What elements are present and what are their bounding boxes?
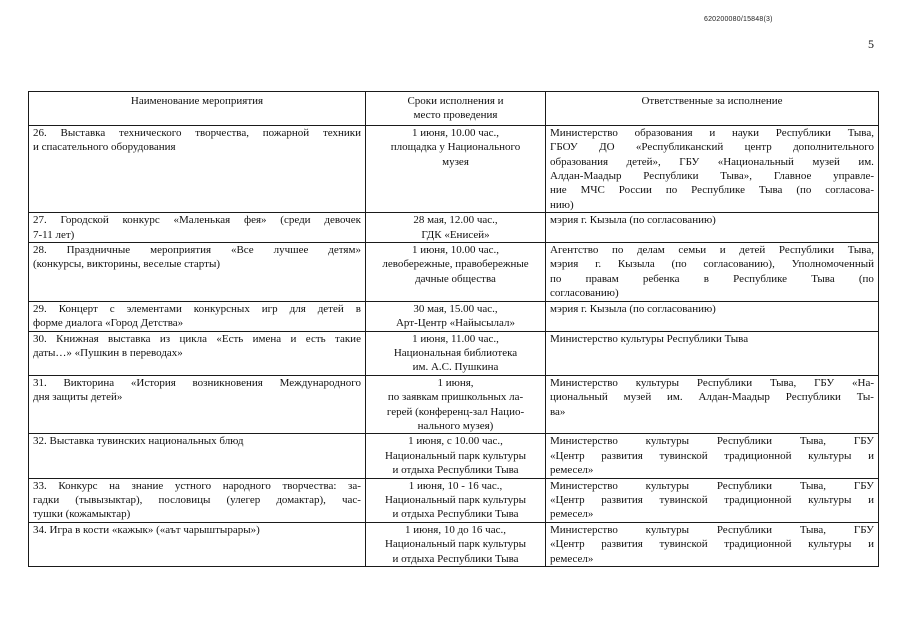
table-row	[29, 301, 879, 331]
text-line: ГБОУ ДО «Республиканский центр дополнительного	[550, 141, 874, 154]
event-name-cell	[29, 375, 366, 434]
text-line: Министерство культуры Республики Тыва, ГБУ	[550, 479, 874, 492]
text-line: 28. Праздничные мероприятия «Все лучшее детям»	[33, 244, 361, 257]
text-line: мэрия г. Кызыла (по согласованию)	[550, 302, 716, 315]
text-line: циональный музей им. Алдан-Маадыр Республики Ты-	[550, 391, 874, 404]
text-line: Национальный парк культуры	[384, 493, 527, 506]
event-name-cell	[29, 213, 366, 243]
event-name-cell	[29, 331, 366, 375]
text-line: 1 июня, с 10.00 час.,	[408, 435, 503, 448]
text-line: «Центр развития тувинской традиционной культуры и	[550, 538, 874, 551]
event-responsible-cell	[546, 213, 879, 243]
text-line: гадки (тывызыктар), пословицы (улегер домактар), час-	[33, 493, 361, 506]
text-line: даты…» «Пушкин в переводах»	[33, 346, 183, 359]
text-line: 1 июня, 10 - 16 час.,	[408, 479, 503, 492]
text-line: 34. Игра в кости «кажык» («аът чарыштырары»)	[33, 523, 260, 536]
table-row	[29, 478, 879, 522]
text-line: и отдыха Республики Тыва	[392, 464, 519, 477]
column-header-responsible	[546, 92, 879, 126]
event-name-cell	[29, 522, 366, 566]
text-line: Наименование мероприятия	[130, 95, 264, 107]
event-time-place-cell	[366, 434, 546, 478]
text-line: музея	[442, 155, 469, 168]
event-name-cell	[29, 243, 366, 302]
event-responsible-cell	[546, 478, 879, 522]
table-row	[29, 125, 879, 212]
text-line: и спасательного оборудования	[33, 141, 176, 154]
text-line: Министерство образования и науки Республики Тыва,	[550, 126, 874, 139]
text-line: мэрия г. Кызыла (по согласованию), Уполномоченный	[550, 258, 874, 271]
events-table	[28, 91, 879, 567]
event-time-place-cell	[366, 213, 546, 243]
table-row	[29, 434, 879, 478]
text-line: дачные общества	[415, 272, 496, 285]
text-line: 27. Городской конкурс «Маленькая фея» (среди девочек	[33, 214, 361, 227]
event-time-place-cell	[366, 478, 546, 522]
text-line: форме диалога «Город Детства»	[33, 317, 184, 330]
text-line: по правам ребенка в Республике Тыва (по	[550, 272, 874, 285]
text-line: 29. Концерт с элементами конкурсных игр для детей в	[33, 302, 361, 315]
column-header-time	[366, 92, 546, 126]
table-header	[29, 92, 879, 126]
text-line: 7-11 лет)	[33, 228, 75, 241]
text-line: мэрия г. Кызыла (по согласованию)	[550, 214, 716, 227]
text-line: нального музея)	[417, 419, 494, 432]
text-line: Национальный парк культуры	[384, 538, 527, 551]
page-number: 5	[868, 37, 874, 51]
text-line: дня защиты детей»	[33, 391, 123, 404]
event-time-place-cell	[366, 125, 546, 212]
text-line: ва»	[550, 405, 566, 418]
table-header-row	[29, 92, 879, 126]
text-line: Арт-Центр «Найысылал»	[395, 317, 515, 330]
text-line: тушки (кожамыктар)	[33, 508, 131, 521]
event-name-cell	[29, 434, 366, 478]
text-line: Министерство культуры Республики Тыва	[550, 332, 749, 345]
text-line: левобережные, правобережные	[382, 258, 529, 271]
column-header-name	[29, 92, 366, 126]
text-line: Национальный парк культуры	[384, 449, 527, 462]
text-line: 26. Выставка технического творчества, пожарной техники	[33, 126, 361, 139]
event-responsible-cell	[546, 375, 879, 434]
text-line: герей (конференц-зал Нацио-	[386, 405, 525, 418]
text-line: Национальная библиотека	[393, 346, 518, 359]
text-line: Ответственные за исполнение	[641, 95, 783, 107]
event-responsible-cell	[546, 331, 879, 375]
text-line: им. А.С. Пушкина	[412, 361, 499, 374]
text-line: 1 июня, 10 до 16 час.,	[405, 523, 506, 536]
document-code: 620200080/15848(3)	[704, 16, 773, 23]
text-line: (конкурсы, викторины, веселые старты)	[33, 258, 221, 271]
event-name-cell	[29, 125, 366, 212]
text-line: Министерство культуры Республики Тыва, ГБУ «На-	[550, 376, 874, 389]
table-row	[29, 375, 879, 434]
text-line: Алдан-Маадыр Республики Тыва», Главное управле-	[550, 170, 874, 183]
text-line: «Центр развития тувинской традиционной культуры и	[550, 449, 874, 462]
event-time-place-cell	[366, 331, 546, 375]
text-line: ГДК «Енисей»	[421, 228, 490, 241]
text-line: 1 июня, 10.00 час.,	[411, 126, 500, 139]
event-time-place-cell	[366, 243, 546, 302]
text-line: 1 июня, 10.00 час.,	[411, 244, 500, 257]
text-line: 1 июня, 11.00 час.,	[412, 332, 499, 345]
text-line: 28 мая, 12.00 час.,	[413, 214, 498, 227]
event-time-place-cell	[366, 301, 546, 331]
text-line: Министерство культуры Республики Тыва, ГБУ	[550, 523, 874, 536]
table-row	[29, 213, 879, 243]
text-line: по заявкам пришкольных ла-	[387, 391, 524, 404]
event-responsible-cell	[546, 301, 879, 331]
text-line: и отдыха Республики Тыва	[392, 552, 519, 565]
event-time-place-cell	[366, 522, 546, 566]
text-line: площадка у Национального	[390, 141, 521, 154]
text-line: 31. Викторина «История возникновения Международного	[33, 376, 361, 389]
table-row	[29, 331, 879, 375]
event-responsible-cell	[546, 434, 879, 478]
text-line: согласованию)	[550, 287, 619, 300]
text-line: 30 мая, 15.00 час.,	[413, 302, 498, 315]
event-responsible-cell	[546, 125, 879, 212]
text-line: ремесел»	[550, 508, 594, 521]
text-line: Министерство культуры Республики Тыва, ГБУ	[550, 435, 874, 448]
table-row	[29, 243, 879, 302]
event-time-place-cell	[366, 375, 546, 434]
table-body	[29, 125, 879, 566]
event-name-cell	[29, 478, 366, 522]
text-line: «Центр развития тувинской традиционной культуры и	[550, 493, 874, 506]
text-line: место проведения	[413, 109, 498, 122]
text-line: 33. Конкурс на знание устного народного творчества: за-	[33, 479, 361, 492]
text-line: ремесел»	[550, 552, 594, 565]
text-line: ремесел»	[550, 464, 594, 477]
text-line: 32. Выставка тувинских национальных блюд	[33, 435, 244, 448]
text-line: 30. Книжная выставка из цикла «Есть имена и есть такие	[33, 332, 361, 345]
text-line: нию)	[550, 198, 574, 211]
text-line: и отдыха Республики Тыва	[392, 508, 519, 521]
text-line: Агентство по делам семьи и детей Республики Тыва,	[550, 244, 874, 257]
event-responsible-cell	[546, 243, 879, 302]
text-line: ние МЧС России по Республике Тыва (по согласова-	[550, 184, 874, 197]
event-name-cell	[29, 301, 366, 331]
table-row	[29, 522, 879, 566]
text-line: образования детей», ГБУ «Национальный музей им.	[550, 155, 874, 168]
event-responsible-cell	[546, 522, 879, 566]
text-line: Сроки исполнения и	[407, 95, 504, 107]
text-line: 1 июня,	[437, 376, 474, 389]
